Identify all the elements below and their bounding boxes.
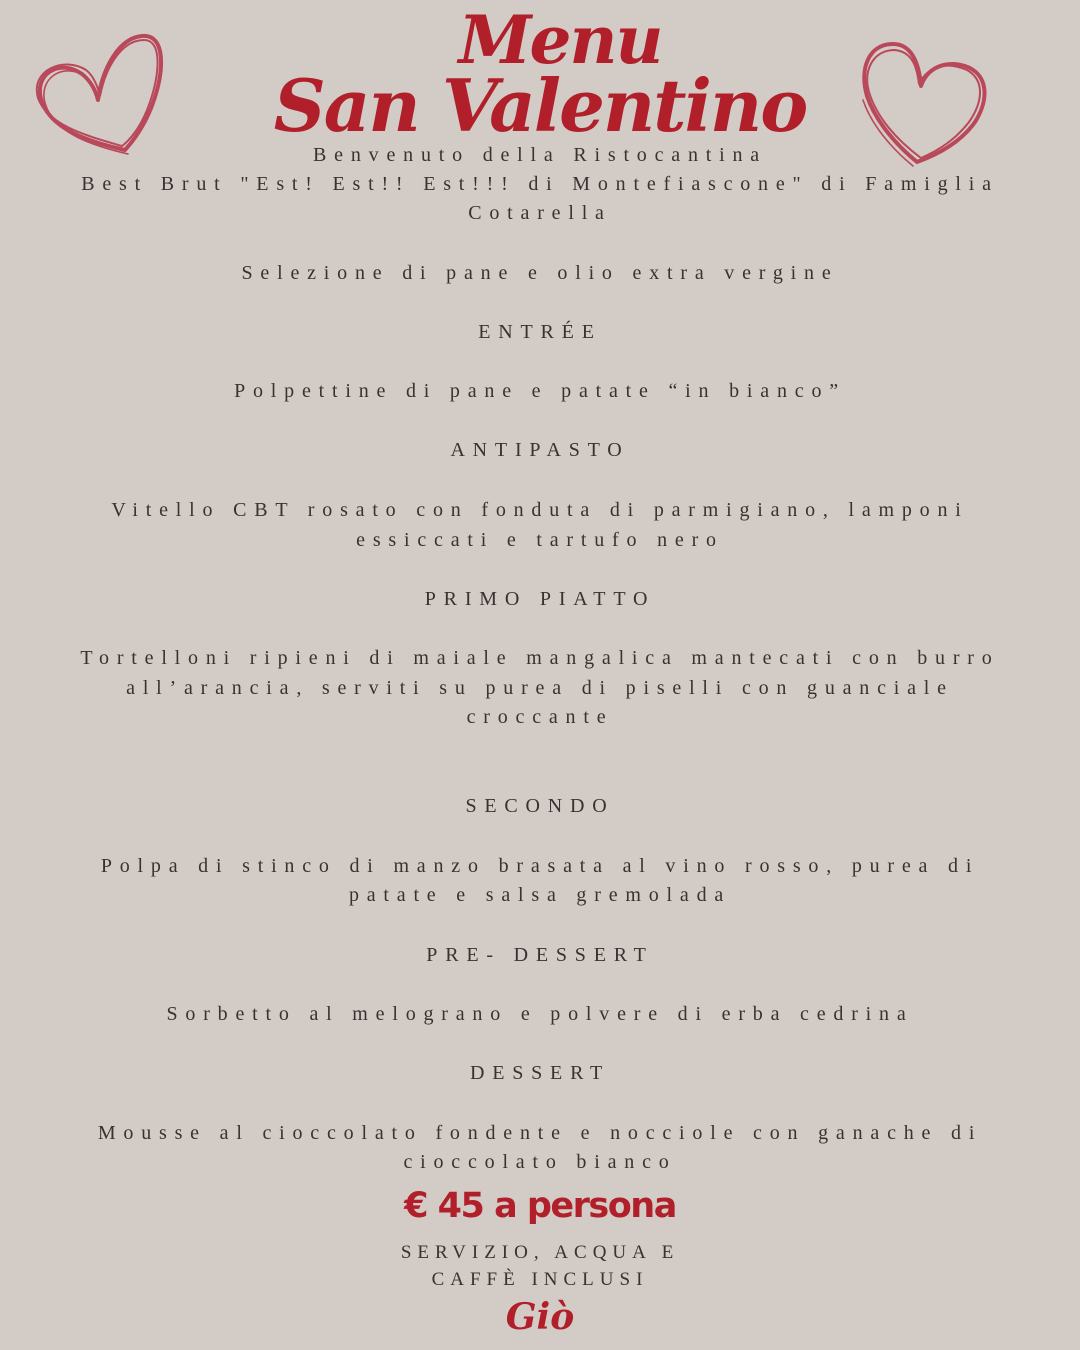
course-desc-primo-1: Tortelloni ripieni di maiale mangalica mantecati con burro (80, 647, 1000, 669)
bread-line: Selezione di pane e olio extra vergine (241, 262, 839, 284)
included-line-2: CAFFÈ INCLUSI (431, 1269, 649, 1290)
course-desc-entree: Polpettine di pane e patate “in bianco” (234, 380, 846, 402)
course-heading-antipasto: ANTIPASTO (450, 439, 630, 461)
course-heading-pre-dessert: PRE- DESSERT (426, 944, 654, 966)
signature-logo: Giò (505, 1296, 575, 1338)
course-desc-dessert-2: cioccolato bianco (403, 1151, 677, 1173)
menu-subtitle: San Valentino (273, 63, 807, 148)
welcome-line: Benvenuto della Ristocantina (313, 144, 767, 166)
menu-title: Menu (458, 1, 662, 79)
course-heading-secondo: SECONDO (465, 795, 615, 817)
course-desc-secondo-2: patate e salsa gremolada (348, 884, 732, 906)
wine-line: Best Brut "Est! Est!! Est!!! di Montefiascone" di Famiglia (81, 173, 999, 195)
included-line-1: SERVIZIO, ACQUA E (400, 1242, 680, 1263)
course-heading-entree: ENTRÉE (478, 321, 602, 343)
wine-line-cont: Cotarella (468, 202, 612, 224)
course-desc-antipasto-2: essiccati e tartufo nero (356, 529, 724, 551)
course-desc-primo-3: croccante (466, 706, 614, 728)
course-desc-pre-dessert: Sorbetto al melograno e polvere di erba cedrina (166, 1003, 914, 1025)
course-desc-antipasto-1: Vitello CBT rosato con fonduta di parmigiano, lamponi (111, 499, 969, 521)
course-heading-primo: PRIMO PIATTO (424, 588, 656, 610)
course-desc-primo-2: all’arancia, serviti su purea di piselli con guanciale (126, 677, 954, 699)
price: € 45 a persona (404, 1186, 676, 1226)
course-desc-dessert-1: Mousse al cioccolato fondente e nocciole con ganache di (97, 1122, 983, 1144)
course-heading-dessert: DESSERT (469, 1062, 611, 1084)
course-desc-secondo-1: Polpa di stinco di manzo brasata al vino rosso, purea di (100, 855, 980, 877)
